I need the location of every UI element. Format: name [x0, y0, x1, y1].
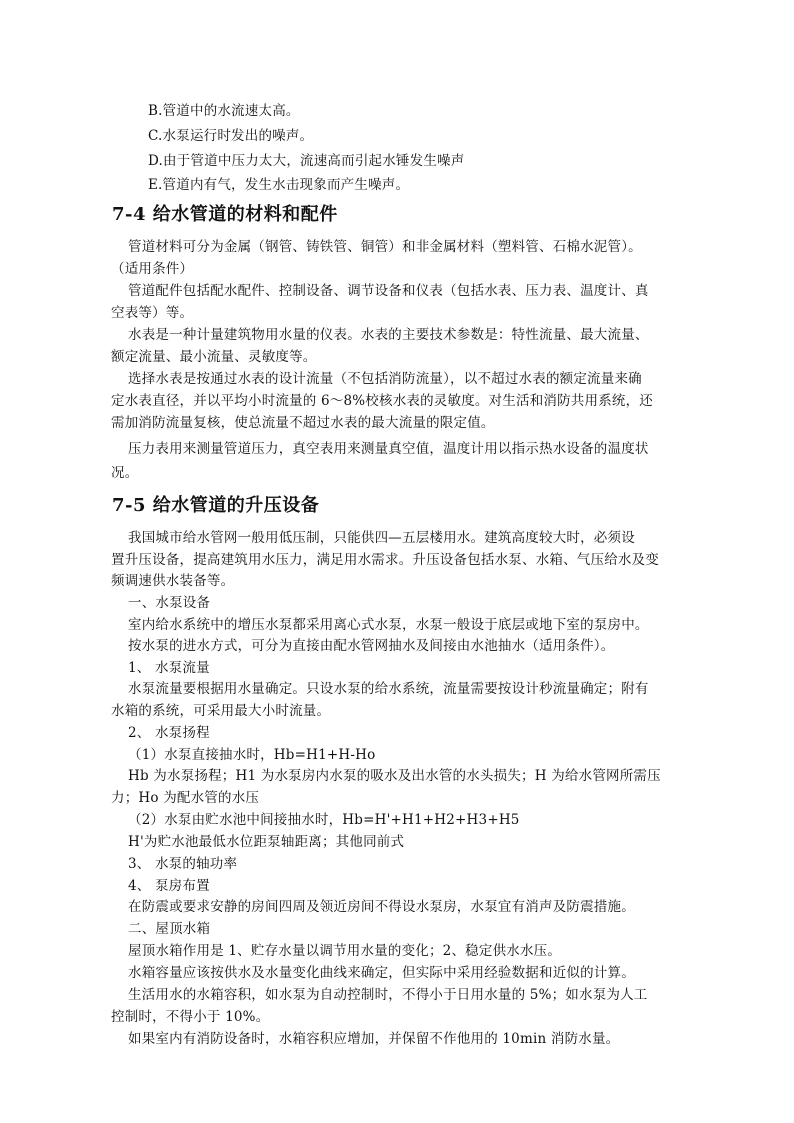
- section-heading-7-5: 7-5 给水管道的升压设备: [112, 495, 320, 516]
- paragraph-line: 压力表用来测量管道压力，真空表用来测量真空值，温度计用以指示热水设备的温度状: [128, 441, 649, 457]
- paragraph-line: 需加消防流量复核，使总流量不超过水表的最大流量的限定值。: [111, 415, 495, 431]
- subheading-pump-flow: 1、 水泵流量: [128, 660, 210, 676]
- subheading-pump-equipment: 一、水泵设备: [128, 595, 211, 611]
- paragraph-line: 水泵流量要根据用水量确定。只设水泵的给水系统，流量需要按设计秒流量确定；附有: [128, 681, 649, 697]
- paragraph-line: 力；Ho 为配水管的水压: [111, 790, 260, 806]
- option-c: C.水泵运行时发出的噪声。: [148, 128, 314, 144]
- paragraph-line: 生活用水的水箱容积，如水泵为自动控制时，不得小于日用水量的 5%；如水泵为人工: [128, 987, 648, 1003]
- paragraph-line: 屋顶水箱作用是 1、贮存水量以调节用水量的变化；2、稳定供水水压。: [128, 943, 562, 959]
- subheading-pump-head: 2、 水泵扬程: [128, 725, 210, 741]
- paragraph-line: 控制时，不得小于 10%。: [111, 1009, 270, 1025]
- paragraph-line: Hb 为水泵扬程；H1 为水泵房内水泵的吸水及出水管的水头损失；H 为给水管网所需压: [128, 768, 661, 784]
- formula-line: （1）水泵直接抽水时，Hb=H1+H-Ho: [128, 747, 376, 763]
- paragraph-line: 定水表直径，并以平均小时流量的 6～8%校核水表的灵敏度。对生活和消防共用系统，还: [111, 393, 653, 409]
- paragraph-line: 水箱的系统，可采用最大小时流量。: [111, 703, 331, 719]
- paragraph-line: 况。: [111, 465, 139, 481]
- paragraph-line: 选择水表是按通过水表的设计流量（不包括消防流量），以不超过水表的额定流量来确: [128, 371, 642, 387]
- section-heading-7-4: 7-4 给水管道的材料和配件: [112, 204, 338, 225]
- option-d: D.由于管道中压力太大，流速高而引起水锤发生噪声: [148, 153, 465, 169]
- paragraph-line: H'为贮水池最低水位距泵轴距离；其他同前式: [128, 834, 405, 850]
- paragraph-line: 在防震或要求安静的房间四周及领近房间不得设水泵房，水泵宜有消声及防震措施。: [128, 899, 635, 915]
- subheading-shaft-power: 3、 水泵的轴功率: [128, 856, 238, 872]
- paragraph-line: 频调速供水装备等。: [111, 573, 235, 589]
- formula-line: （2）水泵由贮水池中间接抽水时，Hb=H'+H1+H2+H3+H5: [128, 812, 520, 828]
- paragraph-line: 如果室内有消防设备时，水箱容积应增加，并保留不作他用的 10min 消防水量。: [128, 1031, 620, 1047]
- option-e: E.管道内有气，发生水击现象而产生噪声。: [148, 177, 410, 193]
- paragraph-line: 按水泵的进水方式，可分为直接由配水管网抽水及间接由水池抽水（适用条件）。: [128, 638, 615, 654]
- subheading-roof-tank: 二、屋顶水箱: [128, 921, 211, 937]
- paragraph-line: 置升压设备，提高建筑用水压力，满足用水需求。升压设备包括水泵、水箱、气压给水及变: [111, 552, 659, 568]
- paragraph-line: 管道材料可分为金属（钢管、铸铁管、铜管）和非金属材料（塑料管、石棉水泥管）。: [128, 239, 642, 255]
- paragraph-line: 水箱容量应该按供水及水量变化曲线来确定，但实际中采用经验数据和近似的计算。: [128, 965, 635, 981]
- subheading-pump-room: 4、 泵房布置: [128, 878, 210, 894]
- paragraph-line: 管道配件包括配水配件、控制设备、调节设备和仪表（包括水表、压力表、温度计、真: [128, 283, 649, 299]
- paragraph-line: 空表等）等。: [111, 305, 194, 321]
- option-b: B.管道中的水流速太高。: [148, 103, 300, 119]
- paragraph-line: 室内给水系统中的增压水泵都采用离心式水泵，水泵一般设于底层或地下室的泵房中。: [128, 617, 649, 633]
- paragraph-line: 水表是一种计量建筑物用水量的仪表。水表的主要技术参数是：特性流量、最大流量、: [128, 327, 649, 343]
- paragraph-line: （适用条件）: [111, 261, 194, 277]
- paragraph-line: 额定流量、最小流量、灵敏度等。: [111, 349, 317, 365]
- paragraph-line: 我国城市给水管网一般用低压制，只能供四—五层楼用水。建筑高度较大时，必须设: [128, 530, 635, 546]
